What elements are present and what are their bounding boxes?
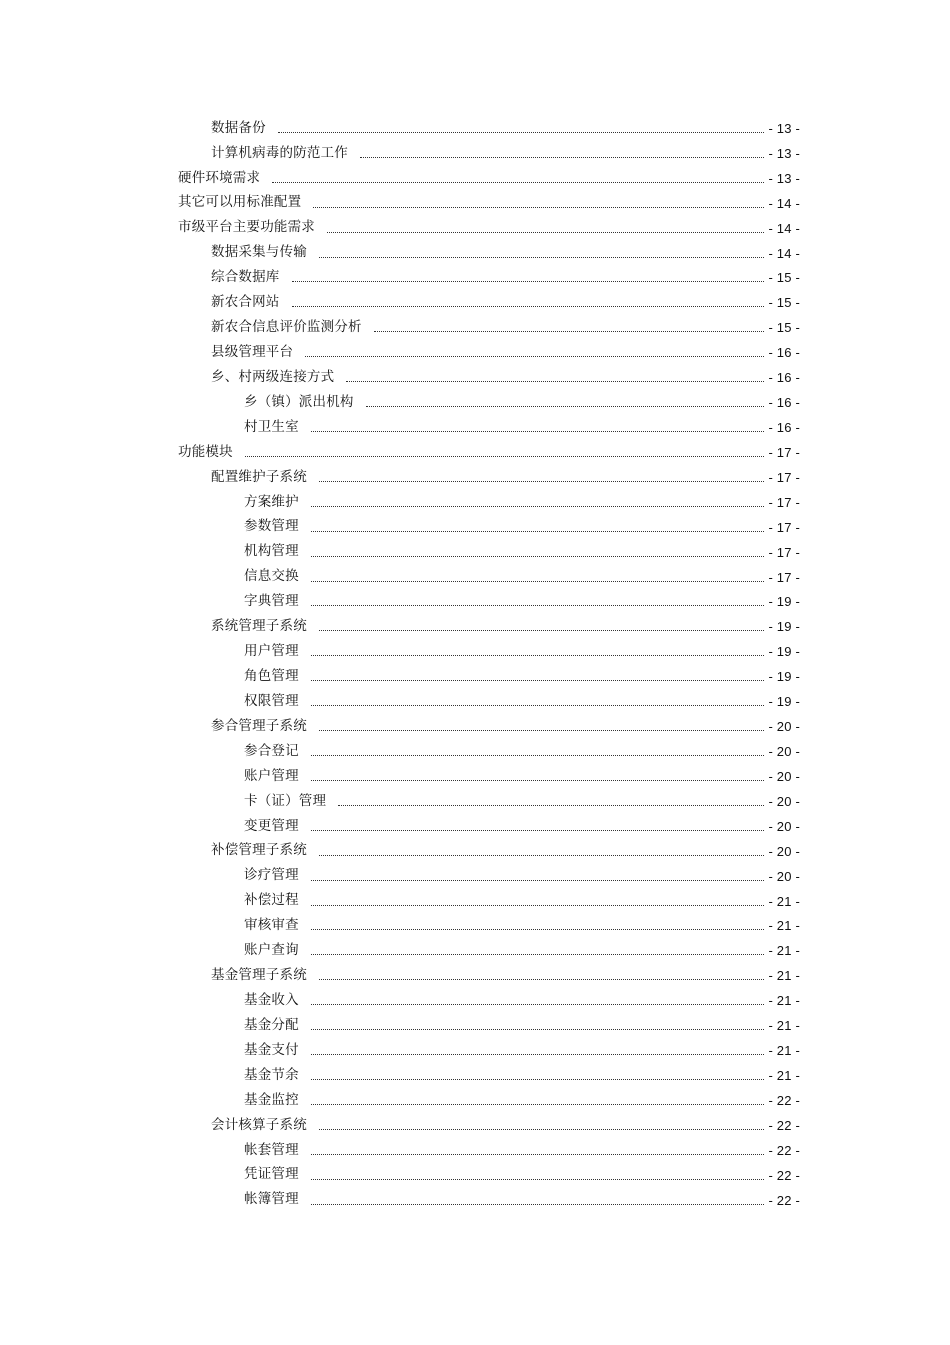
toc-entry[interactable] <box>178 714 800 739</box>
toc-entry-title: 基金管理子系统 <box>211 967 307 984</box>
toc-entry[interactable] <box>178 839 800 864</box>
dot-leader <box>305 356 764 357</box>
toc-entry-page-number: - 17 - <box>768 519 800 535</box>
toc-entry[interactable] <box>178 1138 800 1163</box>
toc-entry[interactable] <box>178 241 800 266</box>
toc-entry[interactable] <box>178 889 800 914</box>
toc-entry[interactable] <box>178 1088 800 1113</box>
dot-leader <box>327 232 764 233</box>
toc-entry-page-number: - 20 - <box>768 793 800 809</box>
toc-entry-title: 数据备份 <box>211 119 266 136</box>
toc-entry[interactable] <box>178 1038 800 1063</box>
dot-leader <box>319 979 765 980</box>
dot-leader <box>319 257 765 258</box>
toc-entry-page-number: - 21 - <box>768 943 800 959</box>
toc-entry[interactable] <box>178 340 800 365</box>
toc-entry-page-number: - 17 - <box>768 569 800 585</box>
toc-entry-title: 帐簿管理 <box>244 1191 299 1208</box>
toc-entry-title: 机构管理 <box>244 543 299 560</box>
toc-entry-title: 新农合信息评价监测分析 <box>211 319 362 336</box>
toc-entry-title: 乡（镇）派出机构 <box>244 393 354 410</box>
dot-leader <box>311 506 765 507</box>
toc-entry-page-number: - 14 - <box>768 245 800 261</box>
toc-entry-page-number: - 13 - <box>768 170 800 186</box>
toc-entry-page-number: - 21 - <box>768 1043 800 1059</box>
dot-leader <box>311 431 765 432</box>
dot-leader <box>311 1154 765 1155</box>
toc-entry[interactable] <box>178 191 800 216</box>
toc-entry-title: 权限管理 <box>244 692 299 709</box>
toc-entry[interactable] <box>178 390 800 415</box>
toc-entry[interactable] <box>178 1163 800 1188</box>
toc-entry[interactable] <box>178 789 800 814</box>
toc-entry-title: 基金收入 <box>244 991 299 1008</box>
toc-entry[interactable] <box>178 689 800 714</box>
toc-entry[interactable] <box>178 290 800 315</box>
toc-entry-title: 硬件环境需求 <box>178 169 261 186</box>
toc-entry-title: 补偿过程 <box>244 892 299 909</box>
toc-entry-page-number: - 16 - <box>768 420 800 436</box>
toc-entry[interactable] <box>178 614 800 639</box>
dot-leader <box>313 207 764 208</box>
dot-leader <box>311 1204 765 1205</box>
toc-entry-page-number: - 17 - <box>768 444 800 460</box>
toc-entry-title: 基金支付 <box>244 1041 299 1058</box>
toc-entry[interactable] <box>178 490 800 515</box>
dot-leader <box>311 705 765 706</box>
toc-entry-title: 基金节余 <box>244 1066 299 1083</box>
toc-entry-page-number: - 16 - <box>768 395 800 411</box>
toc-entry[interactable] <box>178 988 800 1013</box>
dot-leader <box>292 306 765 307</box>
toc-entry[interactable] <box>178 540 800 565</box>
toc-entry-page-number: - 14 - <box>768 220 800 236</box>
toc-entry-title: 系统管理子系统 <box>211 618 307 635</box>
dot-leader <box>311 1079 765 1080</box>
toc-entry-title: 县级管理平台 <box>211 344 294 360</box>
toc-entry[interactable] <box>178 465 800 490</box>
toc-entry-page-number: - 22 - <box>768 1192 800 1208</box>
toc-entry[interactable] <box>178 590 800 615</box>
toc-entry[interactable] <box>178 266 800 291</box>
toc-entry-title: 参合管理子系统 <box>211 717 307 734</box>
toc-entry-title: 变更管理 <box>244 817 299 834</box>
dot-leader <box>311 605 765 606</box>
toc-entry-page-number: - 20 - <box>768 744 800 759</box>
dot-leader <box>360 157 764 158</box>
toc-entry-page-number: - 17 - <box>768 544 800 560</box>
toc-entry-title: 帐套管理 <box>244 1141 299 1158</box>
toc-entry-title: 信息交换 <box>244 568 299 585</box>
toc-entry-page-number: - 20 - <box>768 719 800 735</box>
toc-entry-page-number: - 21 - <box>768 1018 800 1034</box>
toc-entry-title: 用户管理 <box>244 643 299 660</box>
toc-entry-title: 基金分配 <box>244 1016 299 1033</box>
dot-leader <box>311 556 765 557</box>
toc-entry[interactable] <box>178 166 800 191</box>
toc-entry-title: 凭证管理 <box>244 1166 299 1183</box>
dot-leader <box>292 281 765 282</box>
toc-entry-title: 数据采集与传输 <box>211 244 307 261</box>
toc-entry-title: 账户查询 <box>244 942 299 959</box>
toc-entry[interactable] <box>178 365 800 390</box>
toc-entry-title: 村卫生室 <box>244 418 299 435</box>
toc-entry[interactable] <box>178 216 800 241</box>
table-of-contents <box>178 116 800 1213</box>
toc-entry-page-number: - 19 - <box>768 619 800 635</box>
toc-entry[interactable] <box>178 116 800 141</box>
toc-entry[interactable] <box>178 814 800 839</box>
toc-entry-page-number: - 13 - <box>768 120 800 136</box>
toc-entry[interactable] <box>178 141 800 166</box>
toc-entry-page-number: - 21 - <box>768 893 800 909</box>
dot-leader <box>366 406 765 407</box>
toc-entry-title: 补偿管理子系统 <box>211 842 307 859</box>
dot-leader <box>311 1104 765 1105</box>
dot-leader <box>311 1029 765 1030</box>
dot-leader <box>311 655 765 656</box>
toc-entry-title: 基金监控 <box>244 1091 299 1108</box>
toc-entry-title: 配置维护子系统 <box>211 468 307 485</box>
toc-entry-title: 计算机病毒的防范工作 <box>211 144 348 161</box>
toc-entry[interactable] <box>178 1188 800 1213</box>
dot-leader <box>311 880 765 881</box>
toc-entry-page-number: - 20 - <box>768 768 800 784</box>
toc-entry-title: 其它可以用标准配置 <box>178 194 302 211</box>
dot-leader <box>311 1004 765 1005</box>
toc-entry-title: 账户管理 <box>244 767 299 784</box>
toc-entry-page-number: - 21 - <box>768 1067 800 1083</box>
toc-entry-page-number: - 21 - <box>768 918 800 934</box>
toc-entry-page-number: - 16 - <box>768 370 800 386</box>
toc-entry-title: 审核审查 <box>244 917 299 934</box>
dot-leader <box>278 132 765 133</box>
toc-entry-page-number: - 17 - <box>768 469 800 485</box>
toc-entry-title: 综合数据库 <box>211 269 280 286</box>
dot-leader <box>311 531 765 532</box>
toc-entry-page-number: - 19 - <box>768 644 800 660</box>
toc-entry[interactable] <box>178 639 800 664</box>
toc-entry-page-number: - 22 - <box>768 1092 800 1108</box>
toc-entry[interactable] <box>178 440 800 465</box>
toc-entry-page-number: - 19 - <box>768 669 800 685</box>
dot-leader <box>311 905 765 906</box>
toc-entry-page-number: - 15 - <box>768 295 800 311</box>
toc-entry-page-number: - 22 - <box>768 1117 800 1133</box>
toc-entry[interactable] <box>178 914 800 939</box>
dot-leader <box>311 755 765 756</box>
dot-leader <box>338 805 764 806</box>
toc-entry-page-number: - 22 - <box>768 1142 800 1158</box>
dot-leader <box>319 481 765 482</box>
dot-leader <box>374 331 765 332</box>
toc-entry-title: 卡（证）管理 <box>244 792 327 809</box>
dot-leader <box>311 1054 765 1055</box>
toc-entry-title: 字典管理 <box>244 593 299 610</box>
toc-entry[interactable] <box>178 764 800 789</box>
toc-entry[interactable] <box>178 415 800 440</box>
toc-entry-page-number: - 21 - <box>768 968 800 984</box>
toc-entry-page-number: - 21 - <box>768 993 800 1009</box>
dot-leader <box>245 456 765 457</box>
toc-entry-title: 参合登记 <box>244 742 299 759</box>
toc-entry-page-number: - 20 - <box>768 843 800 859</box>
toc-entry[interactable] <box>178 315 800 340</box>
toc-entry-page-number: - 14 - <box>768 195 800 211</box>
toc-entry-page-number: - 13 - <box>768 145 800 161</box>
dot-leader <box>319 1129 765 1130</box>
dot-leader <box>319 730 765 731</box>
toc-entry-title: 参数管理 <box>244 518 299 535</box>
toc-entry-title: 诊疗管理 <box>244 867 299 884</box>
toc-entry-title: 市级平台主要功能需求 <box>178 219 315 236</box>
toc-entry-title: 乡、村两级连接方式 <box>211 368 335 385</box>
toc-entry[interactable] <box>178 515 800 540</box>
toc-entry-title: 方案维护 <box>244 493 299 510</box>
dot-leader <box>311 954 765 955</box>
dot-leader <box>319 855 765 856</box>
toc-entry-page-number: - 16 - <box>768 345 800 361</box>
toc-entry-page-number: - 22 - <box>768 1167 800 1183</box>
toc-entry[interactable] <box>178 1063 800 1088</box>
toc-entry-page-number: - 15 - <box>768 270 800 286</box>
toc-entry[interactable] <box>178 938 800 963</box>
toc-entry[interactable] <box>178 963 800 988</box>
toc-entry-page-number: - 15 - <box>768 320 800 336</box>
toc-entry-title: 功能模块 <box>178 443 233 460</box>
dot-leader <box>311 1179 765 1180</box>
toc-entry-page-number: - 20 - <box>768 868 800 884</box>
toc-entry[interactable] <box>178 1013 800 1038</box>
toc-entry-page-number: - 19 - <box>768 694 800 710</box>
dot-leader <box>311 830 765 831</box>
toc-entry-page-number: - 20 - <box>768 818 800 834</box>
toc-entry-title: 会计核算子系统 <box>211 1116 307 1133</box>
dot-leader <box>272 182 764 183</box>
toc-entry[interactable] <box>178 864 800 889</box>
dot-leader <box>311 680 765 681</box>
dot-leader <box>311 929 765 930</box>
dot-leader <box>346 381 764 382</box>
toc-entry-title: 新农合网站 <box>211 294 280 311</box>
dot-leader <box>319 630 765 631</box>
toc-entry[interactable] <box>178 1113 800 1138</box>
toc-entry[interactable] <box>178 739 800 764</box>
toc-entry-title: 角色管理 <box>244 667 299 684</box>
toc-entry-page-number: - 17 - <box>768 494 800 510</box>
toc-entry[interactable] <box>178 565 800 590</box>
dot-leader <box>311 581 765 582</box>
dot-leader <box>311 780 765 781</box>
toc-entry-page-number: - 19 - <box>768 594 800 610</box>
toc-entry[interactable] <box>178 664 800 689</box>
